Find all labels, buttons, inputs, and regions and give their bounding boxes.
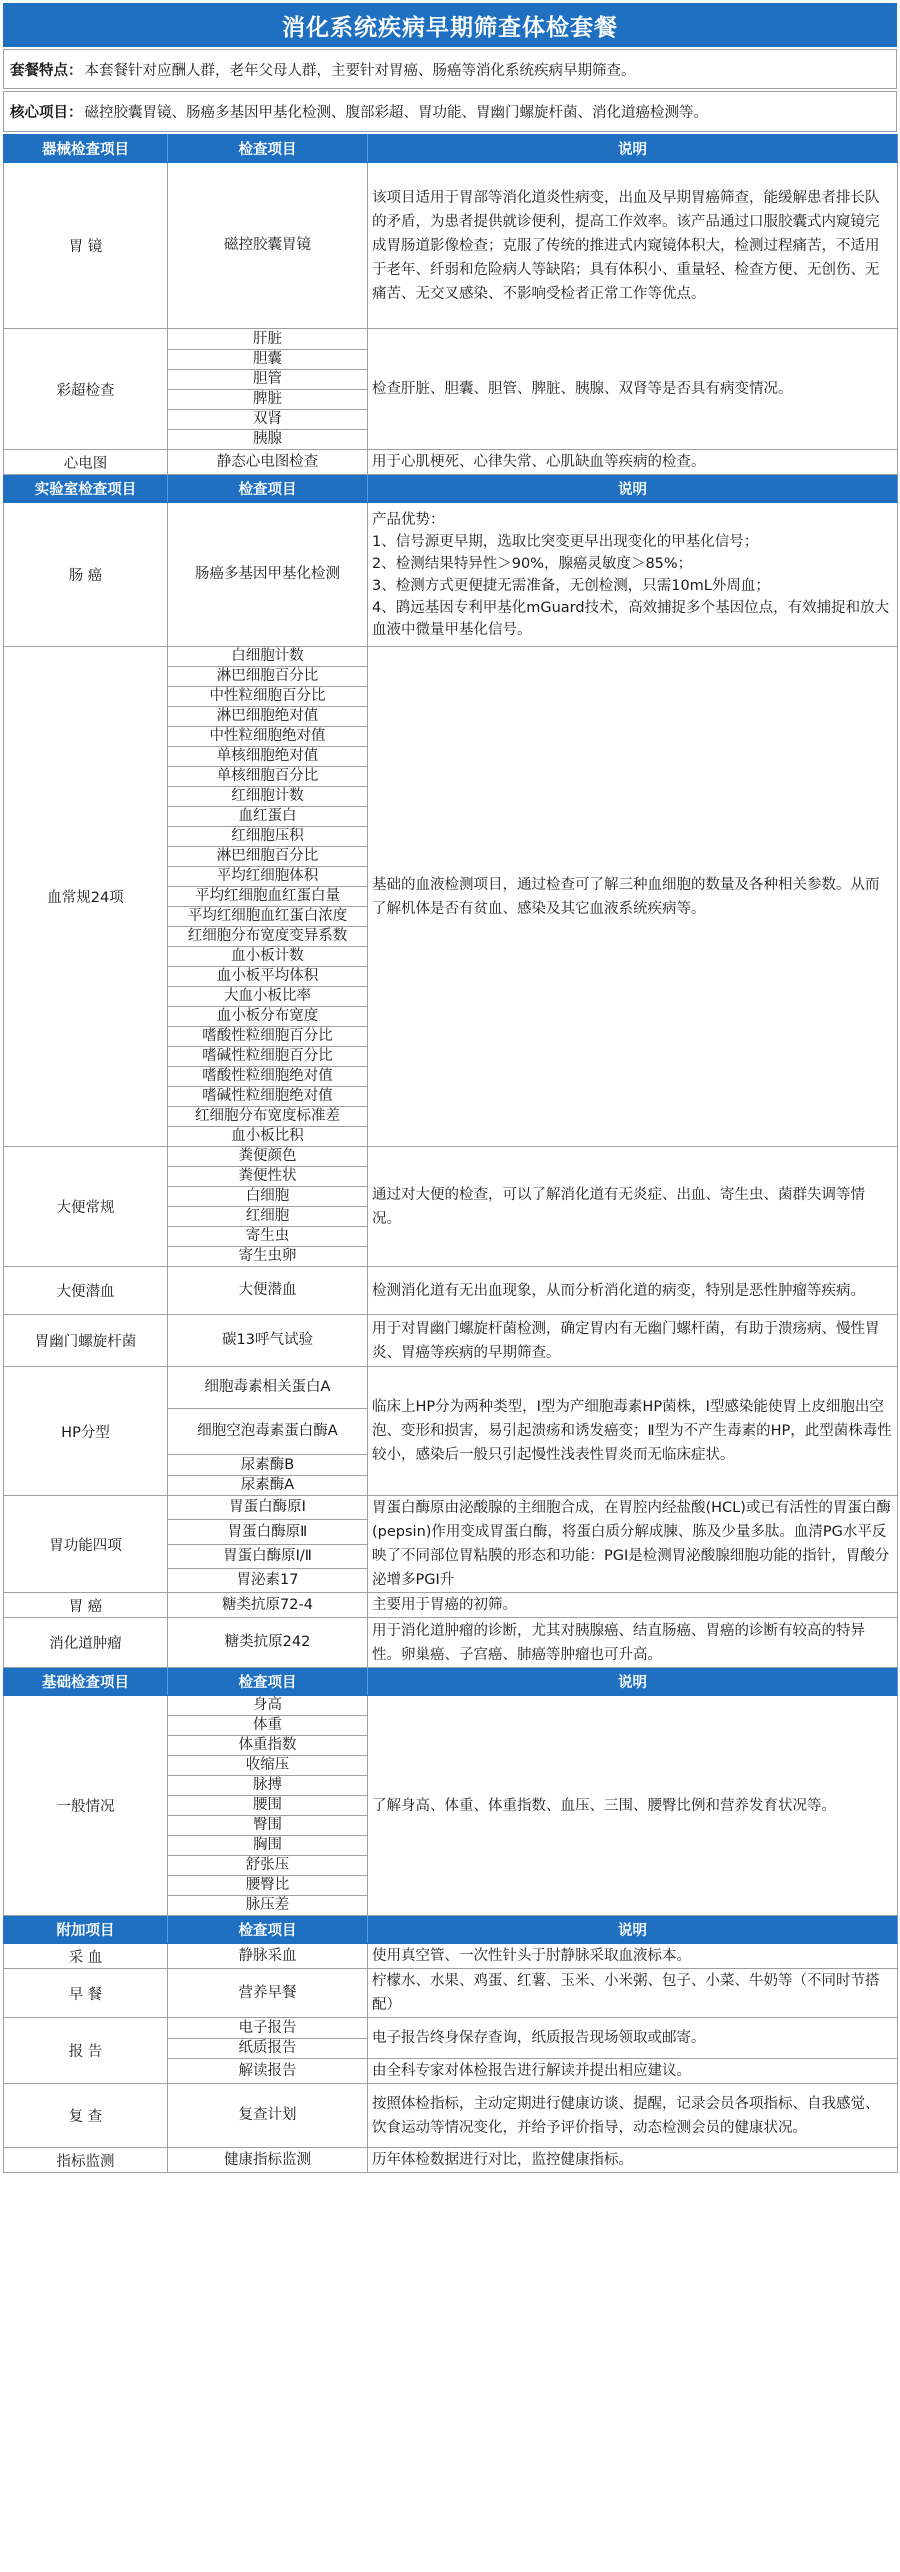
category-cell: 大便常规	[4, 1147, 168, 1267]
item-cell: 胃蛋白酶原Ⅰ	[168, 1496, 368, 1520]
item-cell: 单核细胞百分比	[168, 767, 368, 787]
table-row	[4, 503, 898, 647]
item-cell: 胆管	[168, 370, 368, 390]
item-cell: 红细胞分布宽度变异系数	[168, 927, 368, 947]
table-row	[4, 1267, 898, 1315]
features-text: 本套餐针对应酬人群，老年父母人群，主要针对胃癌、肠癌等消化系统疾病早期筛查。	[84, 62, 636, 79]
category-cell: 复 查	[4, 2084, 168, 2148]
item-cell: 体重指数	[168, 1736, 368, 1756]
category-header: 实验室检查项目	[4, 475, 168, 503]
description-line: 1、信号源更早期，选取比突变更早出现变化的甲基化信号；	[372, 533, 759, 550]
item-cell: 腰臀比	[168, 1876, 368, 1896]
item-cell: 血红蛋白	[168, 807, 368, 827]
item-cell: 血小板平均体积	[168, 967, 368, 987]
item-cell: 肠癌多基因甲基化检测	[168, 503, 368, 647]
item-cell: 寄生虫	[168, 1227, 368, 1247]
item-cell: 糖类抗原242	[168, 1618, 368, 1668]
item-cell: 电子报告	[168, 2018, 368, 2039]
table-row	[4, 1944, 898, 1969]
item-cell: 尿素酶B	[168, 1455, 368, 1476]
item-cell: 脉搏	[168, 1776, 368, 1796]
description-line: 产品优势：	[372, 511, 445, 528]
item-cell: 寄生虫卵	[168, 1247, 368, 1267]
item-header: 检查项目	[168, 135, 368, 163]
description-line: 4、鹍远基因专利甲基化mGuard技术，高效捕捉多个基因位点，有效捕捉和放大血液中微量甲基化信号。	[372, 599, 890, 638]
description-cell: 使用真空管、一次性针头于肘静脉采取血液标本。	[368, 1944, 898, 1969]
item-cell: 细胞毒素相关蛋白A	[168, 1367, 368, 1409]
item-cell: 嗜酸性粒细胞百分比	[168, 1027, 368, 1047]
category-header: 器械检查项目	[4, 135, 168, 163]
table-row	[4, 163, 898, 329]
item-cell: 嗜碱性粒细胞百分比	[168, 1047, 368, 1067]
item-cell: 胰腺	[168, 430, 368, 450]
item-cell: 复查计划	[168, 2084, 368, 2148]
item-cell: 胸围	[168, 1836, 368, 1856]
category-cell: 早 餐	[4, 1969, 168, 2018]
category-cell: 大便潜血	[4, 1267, 168, 1315]
item-cell: 磁控胶囊胃镜	[168, 163, 368, 329]
item-cell: 白细胞计数	[168, 647, 368, 667]
item-cell: 白细胞	[168, 1187, 368, 1207]
table-row	[4, 2018, 898, 2039]
item-cell: 大血小板比率	[168, 987, 368, 1007]
item-cell: 中性粒细胞绝对值	[168, 727, 368, 747]
table-row	[4, 1696, 898, 1716]
item-cell: 粪便颜色	[168, 1147, 368, 1167]
category-cell: 消化道肿瘤	[4, 1618, 168, 1668]
category-header: 附加项目	[4, 1916, 168, 1944]
item-cell: 碳13呼气试验	[168, 1315, 368, 1367]
description-cell: 用于消化道肿瘤的诊断，尤其对胰腺癌、结直肠癌、胃癌的诊断有较高的特异性。卵巢癌、子宫癌、肺癌等肿瘤也可升高。	[368, 1618, 898, 1668]
category-cell: 采 血	[4, 1944, 168, 1969]
item-cell: 平均红细胞血红蛋白浓度	[168, 907, 368, 927]
description-cell: 基础的血液检测项目，通过检查可了解三种血细胞的数量及各种相关参数。从而了解机体是否有贫血、感染及其它血液系统疾病等。	[368, 647, 898, 1147]
table-row	[4, 1147, 898, 1167]
description-cell: 用于心肌梗死、心律失常、心肌缺血等疾病的检查。	[368, 450, 898, 475]
item-cell: 淋巴细胞百分比	[168, 667, 368, 687]
description-cell	[368, 503, 898, 647]
description-header: 说明	[368, 1668, 898, 1696]
item-cell: 平均红细胞体积	[168, 867, 368, 887]
item-cell: 红细胞计数	[168, 787, 368, 807]
category-cell: 胃幽门螺旋杆菌	[4, 1315, 168, 1367]
item-cell: 尿素酶A	[168, 1476, 368, 1496]
description-cell: 主要用于胃癌的初筛。	[368, 1593, 898, 1618]
table-row	[4, 329, 898, 350]
item-cell: 肝脏	[168, 329, 368, 350]
description-header: 说明	[368, 475, 898, 503]
item-cell: 双肾	[168, 410, 368, 430]
category-cell: 报 告	[4, 2018, 168, 2084]
description-cell: 电子报告终身保存查询，纸质报告现场领取或邮寄。	[368, 2018, 898, 2059]
category-cell: 胃 镜	[4, 163, 168, 329]
item-cell: 红细胞分布宽度标准差	[168, 1107, 368, 1127]
item-cell: 血小板计数	[168, 947, 368, 967]
item-cell: 红细胞压积	[168, 827, 368, 847]
table-row	[4, 647, 898, 667]
item-cell: 粪便性状	[168, 1167, 368, 1187]
table-row	[4, 1367, 898, 1409]
table-row	[4, 1315, 898, 1367]
description-cell: 由全科专家对体检报告进行解读并提出相应建议。	[368, 2059, 898, 2084]
item-cell: 淋巴细胞百分比	[168, 847, 368, 867]
item-cell: 血小板比积	[168, 1127, 368, 1147]
exam-table	[3, 134, 898, 2173]
description-header: 说明	[368, 1916, 898, 1944]
item-header: 检查项目	[168, 475, 368, 503]
category-cell: 肠 癌	[4, 503, 168, 647]
description-cell: 通过对大便的检查，可以了解消化道有无炎症、出血、寄生虫、菌群失调等情况。	[368, 1147, 898, 1267]
section-header-row	[4, 135, 898, 163]
item-header: 检查项目	[168, 1916, 368, 1944]
category-cell: 血常规24项	[4, 647, 168, 1147]
item-cell: 腰围	[168, 1796, 368, 1816]
description-cell: 柠檬水、水果、鸡蛋、红薯、玉米、小米粥、包子、小菜、牛奶等（不同时节搭配）	[368, 1969, 898, 2018]
description-cell: 临床上HP分为两种类型，Ⅰ型为产细胞毒素HP菌株，Ⅰ型感染能使胃上皮细胞出空泡、变形和损害，易引起溃疡和诱发癌变；Ⅱ型为不产生毒素的HP，此型菌株毒性较小，感染后一般只引起慢性浅表性胃炎而无临床症状。	[368, 1367, 898, 1496]
item-cell: 解读报告	[168, 2059, 368, 2084]
item-cell: 收缩压	[168, 1756, 368, 1776]
description-line: 3、检测方式更便捷无需准备，无创检测，只需10mL外周血；	[372, 577, 770, 594]
description-cell: 该项目适用于胃部等消化道炎性病变，出血及早期胃癌筛查，能缓解患者排长队的矛盾，为患者提供就诊便利，提高工作效率。该产品通过口服胶囊式内窥镜完成胃肠道影像检查；克服了传统的推进式内窥镜体积大，检测过程痛苦，不适用于老年、纤弱和危险病人等缺陷；具有体积小、重量轻、检查方便、无创伤、无痛苦、无交叉感染、不影响受检者正常工作等优点。	[368, 163, 898, 329]
item-cell: 单核细胞绝对值	[168, 747, 368, 767]
description-cell: 历年体检数据进行对比，监控健康指标。	[368, 2148, 898, 2173]
table-row	[4, 1593, 898, 1618]
category-cell: 心电图	[4, 450, 168, 475]
item-cell: 静态心电图检查	[168, 450, 368, 475]
item-cell: 嗜碱性粒细胞绝对值	[168, 1087, 368, 1107]
item-cell: 舒张压	[168, 1856, 368, 1876]
category-cell: 胃 癌	[4, 1593, 168, 1618]
item-cell: 胆囊	[168, 350, 368, 370]
table-row	[4, 2084, 898, 2148]
description-header: 说明	[368, 135, 898, 163]
table-row	[4, 1496, 898, 1520]
category-cell: 指标监测	[4, 2148, 168, 2173]
table-row	[4, 1969, 898, 2018]
description-cell: 检查肝脏、胆囊、胆管、脾脏、胰腺、双肾等是否具有病变情况。	[368, 329, 898, 450]
item-cell: 营养早餐	[168, 1969, 368, 2018]
category-cell: 彩超检查	[4, 329, 168, 450]
category-cell: 胃功能四项	[4, 1496, 168, 1593]
category-cell: HP分型	[4, 1367, 168, 1496]
item-cell: 嗜酸性粒细胞绝对值	[168, 1067, 368, 1087]
item-cell: 体重	[168, 1716, 368, 1736]
item-cell: 胃泌素17	[168, 1568, 368, 1592]
item-cell: 健康指标监测	[168, 2148, 368, 2173]
category-header: 基础检查项目	[4, 1668, 168, 1696]
item-cell: 身高	[168, 1696, 368, 1716]
item-cell: 脉压差	[168, 1896, 368, 1916]
item-cell: 臀围	[168, 1816, 368, 1836]
item-cell: 红细胞	[168, 1207, 368, 1227]
item-cell: 中性粒细胞百分比	[168, 687, 368, 707]
description-cell: 了解身高、体重、体重指数、血压、三围、腰臀比例和营养发育状况等。	[368, 1696, 898, 1916]
description-cell: 检测消化道有无出血现象，从而分析消化道的病变，特别是恶性肿瘤等疾病。	[368, 1267, 898, 1315]
features-label: 套餐特点：	[10, 62, 83, 79]
item-cell: 平均红细胞血红蛋白量	[168, 887, 368, 907]
description-cell: 用于对胃幽门螺旋杆菌检测，确定胃内有无幽门螺杆菌，有助于溃疡病、慢性胃炎、胃癌等疾病的早期筛查。	[368, 1315, 898, 1367]
item-cell: 脾脏	[168, 390, 368, 410]
page-title: 消化系统疾病早期筛查体检套餐	[3, 3, 897, 47]
item-cell: 胃蛋白酶原Ⅱ	[168, 1520, 368, 1544]
item-cell: 糖类抗原72-4	[168, 1593, 368, 1618]
item-cell: 胃蛋白酶原Ⅰ/Ⅱ	[168, 1544, 368, 1568]
core-text: 磁控胶囊胃镜、肠癌多基因甲基化检测、腹部彩超、胃功能、胃幽门螺旋杆菌、消化道癌检测等。	[84, 105, 708, 121]
table-row	[4, 450, 898, 475]
item-cell: 血小板分布宽度	[168, 1007, 368, 1027]
package-features-row	[3, 49, 897, 89]
item-cell: 静脉采血	[168, 1944, 368, 1969]
category-cell: 一般情况	[4, 1696, 168, 1916]
description-line: 2、检测结果特异性＞90%，腺癌灵敏度＞85%；	[372, 555, 693, 572]
table-row	[4, 2148, 898, 2173]
section-header-row	[4, 1668, 898, 1696]
item-cell: 纸质报告	[168, 2039, 368, 2059]
item-header: 检查项目	[168, 1668, 368, 1696]
description-cell: 按照体检指标，主动定期进行健康访谈、提醒，记录会员各项指标、自我感觉、饮食运动等情况变化，并给予评价指导，动态检测会员的健康状况。	[368, 2084, 898, 2148]
item-cell: 大便潜血	[168, 1267, 368, 1315]
core-items-row	[3, 91, 897, 132]
description-cell: 胃蛋白酶原由泌酸腺的主细胞合成，在胃腔内经盐酸(HCL)或已有活性的胃蛋白酶(pepsin)作用变成胃蛋白酶，将蛋白质分解成腖、胨及少量多肽。血清PG水平反映了不同部位胃粘膜的形态和功能：PGI是检测胃泌酸腺细胞功能的指针，胃酸分泌增多PGI升	[368, 1496, 898, 1593]
section-header-row	[4, 1916, 898, 1944]
table-row	[4, 1618, 898, 1668]
item-cell: 淋巴细胞绝对值	[168, 707, 368, 727]
section-header-row	[4, 475, 898, 503]
core-label: 核心项目：	[10, 105, 83, 121]
item-cell: 细胞空泡毒素蛋白酶A	[168, 1409, 368, 1455]
